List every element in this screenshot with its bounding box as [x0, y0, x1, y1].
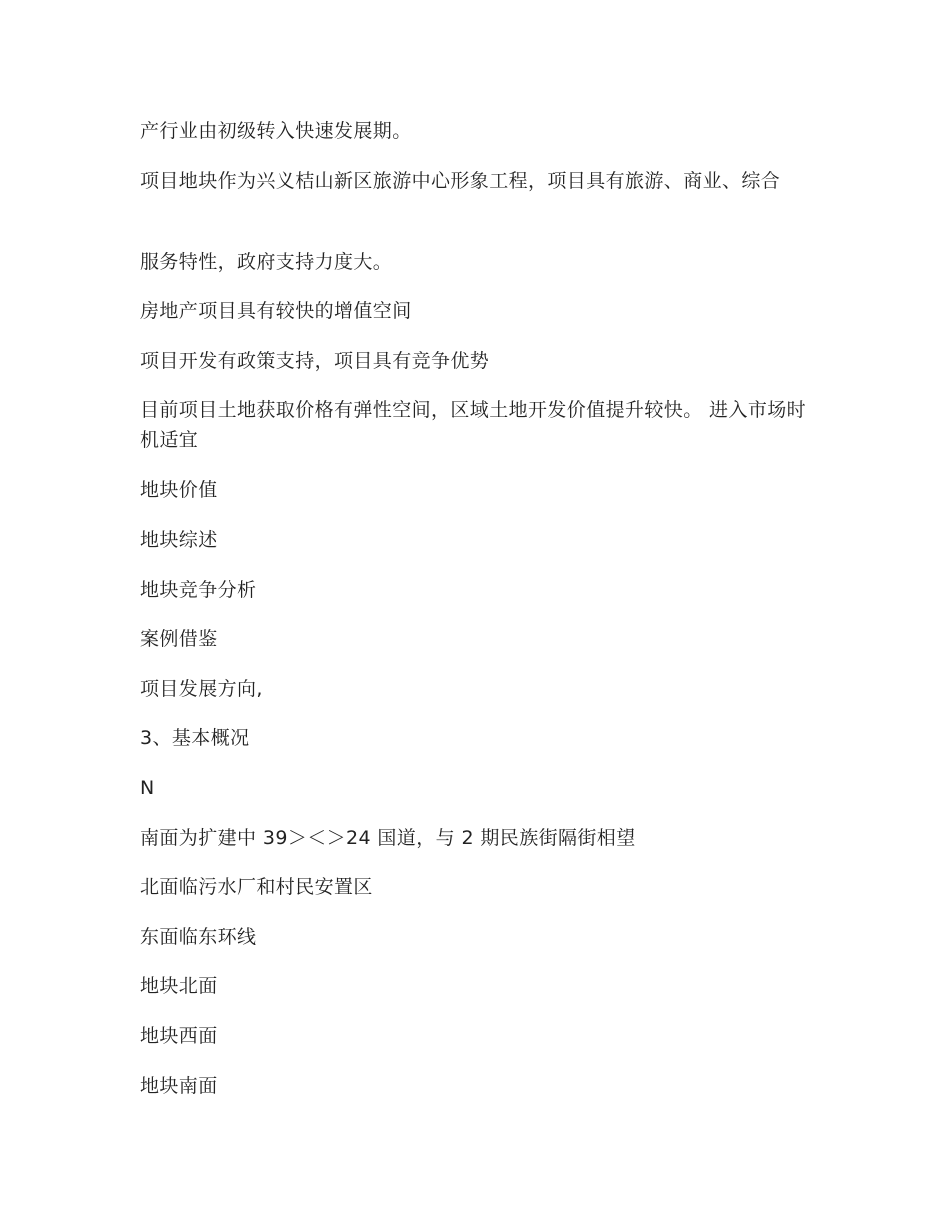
heading-competition-analysis: 地块竞争分析: [140, 579, 257, 601]
paragraph-market-timing: 目前项目土地获取价格有弹性空间，区域土地开发价值提升较快。 进入市场时机适宜: [140, 399, 807, 451]
paragraph-south-side: 南面为扩建中 39＞＜＞24 国道，与 2 期民族街隔街相望: [140, 827, 636, 849]
paragraph-industry-phase: 产行业由初级转入快速发展期。: [140, 120, 412, 142]
label-plot-west: 地块西面: [140, 1025, 218, 1047]
paragraph-government-support: 服务特性，政府支持力度大。: [140, 251, 393, 273]
label-plot-north: 地块北面: [140, 975, 218, 997]
heading-development-direction: 项目发展方向,: [140, 678, 263, 700]
paragraph-policy-support: 项目开发有政策支持，项目具有竞争优势: [140, 350, 490, 372]
heading-case-study: 案例借鉴: [140, 628, 218, 650]
paragraph-value-growth: 房地产项目具有较快的增值空间: [140, 300, 412, 322]
heading-plot-overview: 地块综述: [140, 529, 218, 551]
paragraph-project-features: 项目地块作为兴义桔山新区旅游中心形象工程，项目具有旅游、商业、综合: [140, 170, 781, 192]
heading-basic-overview: 3、基本概况: [140, 727, 250, 749]
heading-plot-value: 地块价值: [140, 479, 218, 501]
label-plot-south: 地块南面: [140, 1075, 218, 1097]
paragraph-north-side: 北面临污水厂和村民安置区: [140, 876, 373, 898]
paragraph-east-side: 东面临东环线: [140, 926, 257, 948]
north-marker: N: [140, 777, 155, 799]
